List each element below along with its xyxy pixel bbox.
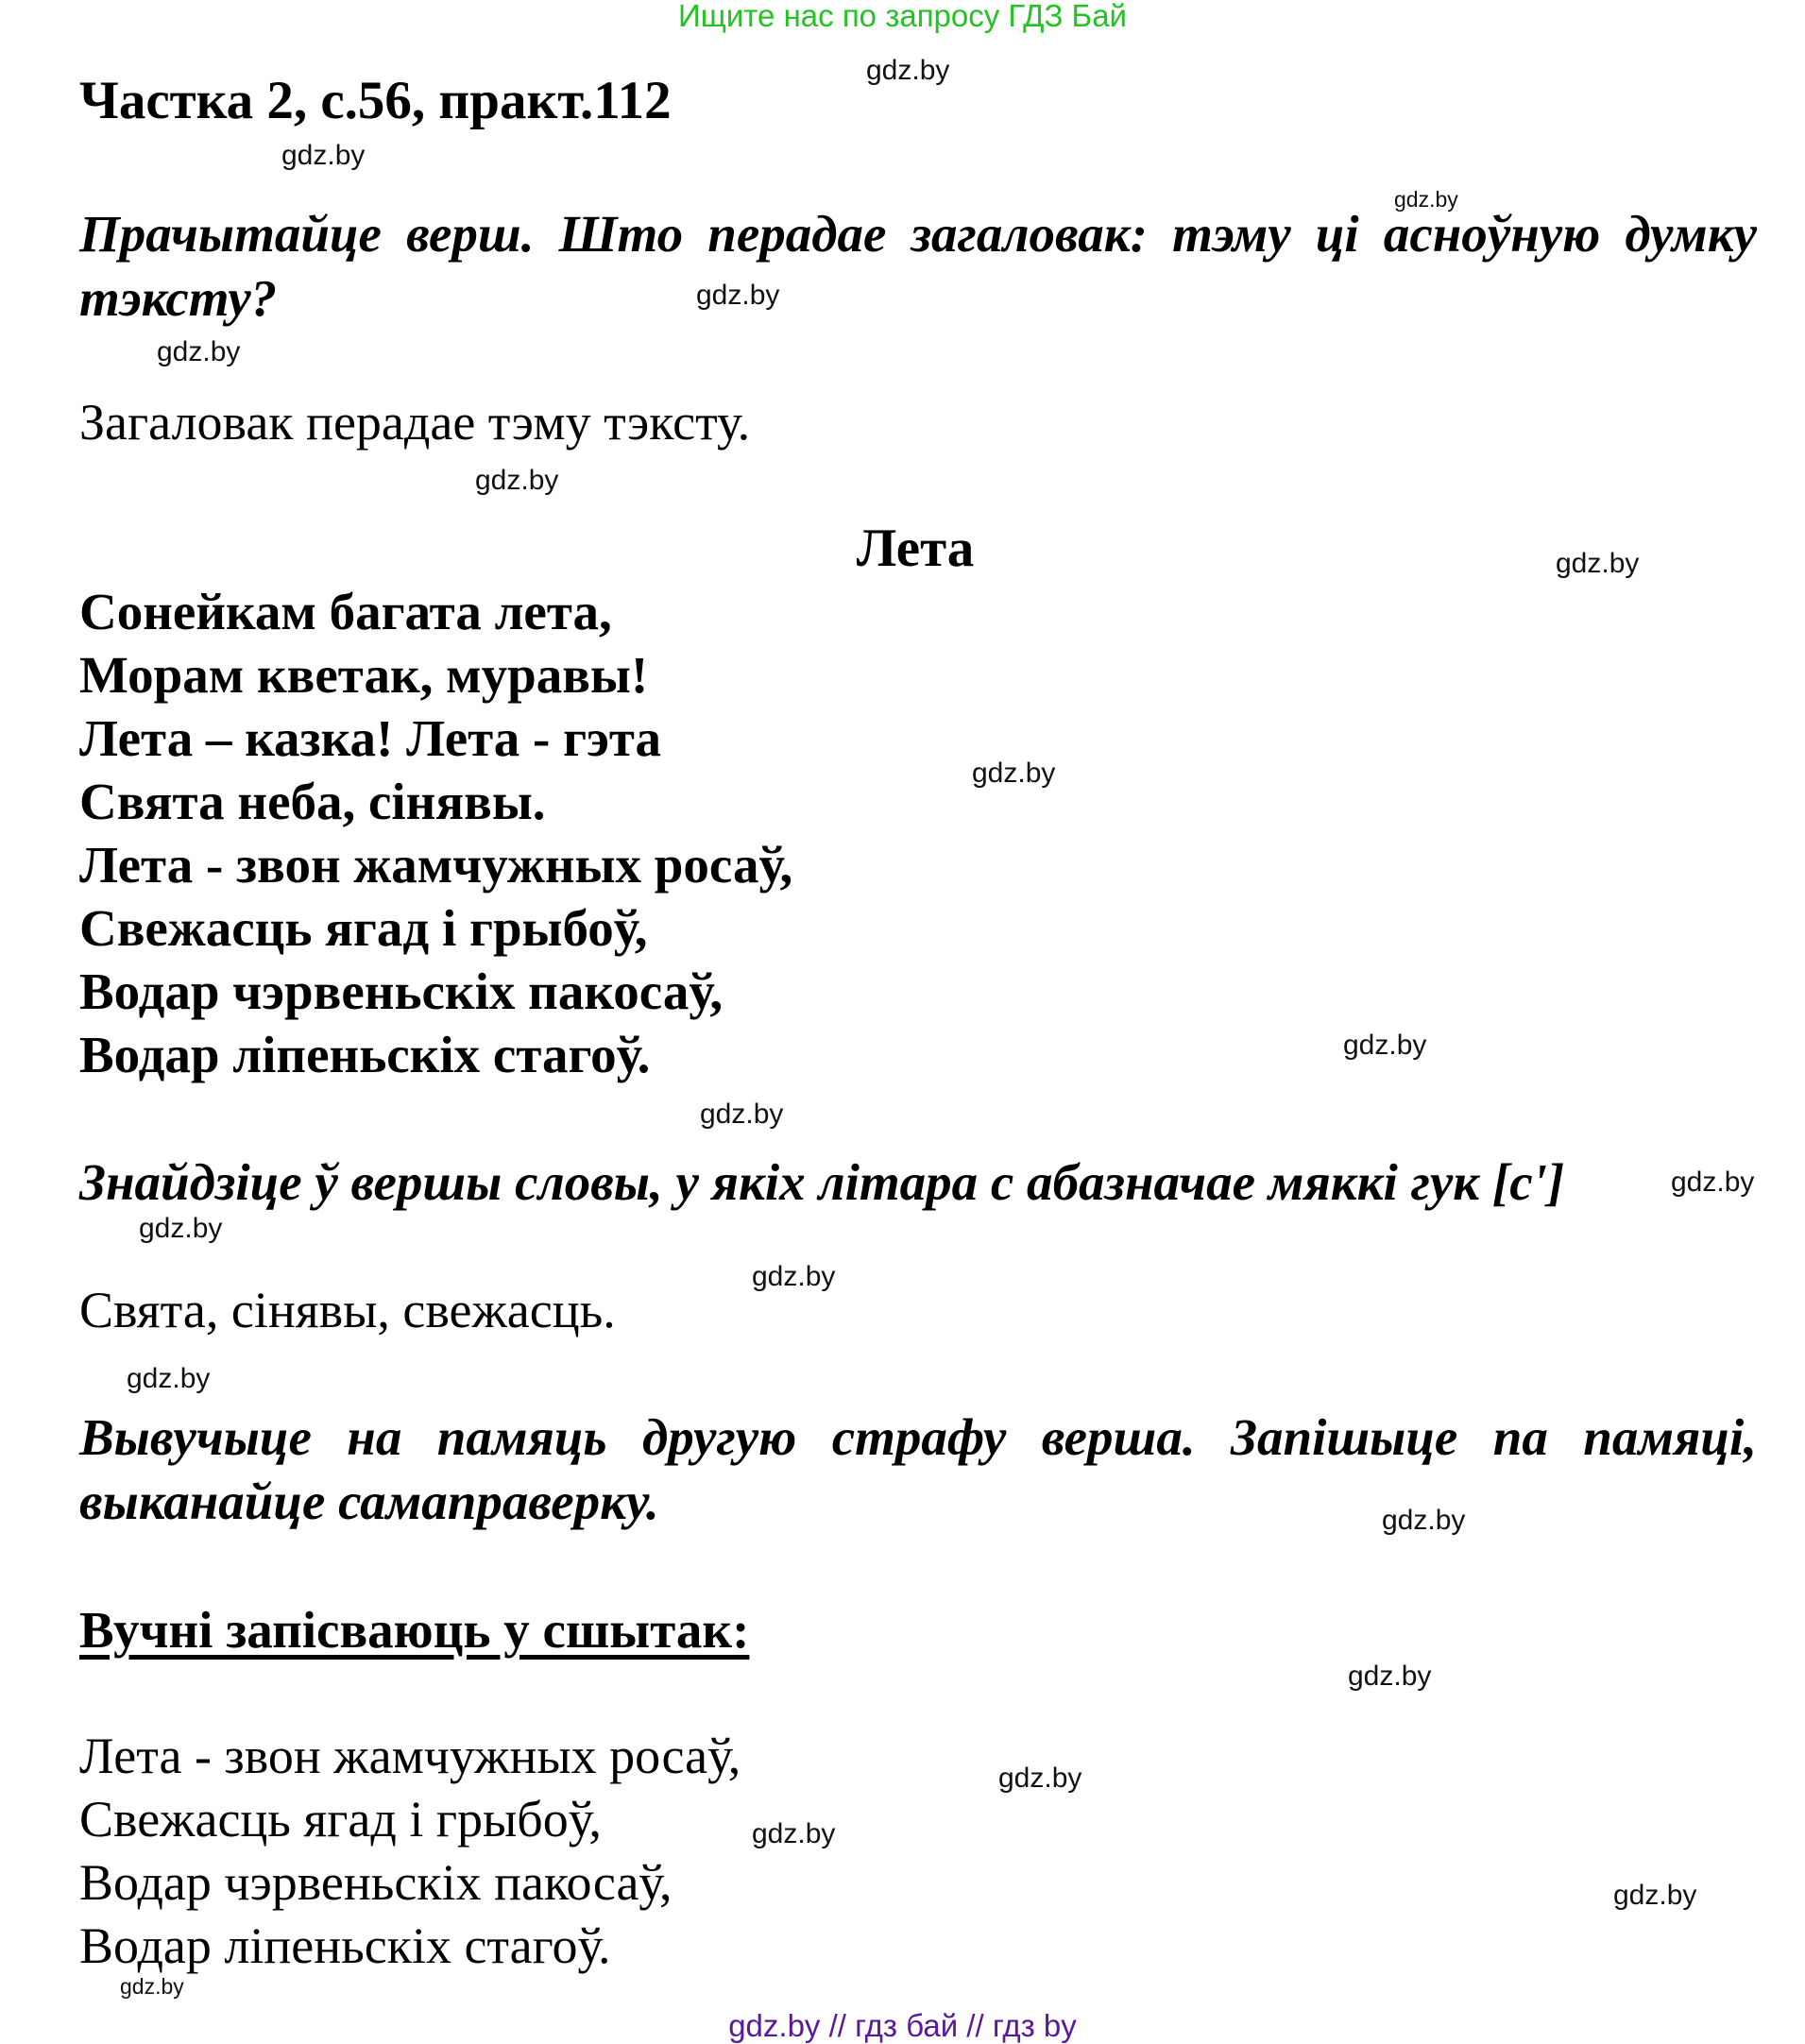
notebook-heading: Вучні запісваюць у сшытак: [79, 1601, 750, 1659]
poem-line: Лета – казка! Лета - гэта [79, 709, 662, 767]
task3-question-line-1: Вывучыце на памяць другую страфу верша. Запішыце па памяці, [79, 1408, 1757, 1466]
watermark: gdz.by [1394, 187, 1458, 212]
watermark: gdz.by [1556, 548, 1640, 579]
task3-question-line-2: выканайце самаправерку. [79, 1473, 659, 1530]
poem-line: Морам кветак, муравы! [79, 646, 649, 704]
poem-line: Водар чэрвеньскіх пакосаў, [79, 962, 724, 1020]
poem-line: Водар ліпеньскіх стагоў. [79, 1026, 651, 1083]
watermark: gdz.by [1671, 1167, 1755, 1198]
notebook-line: Водар ліпеньскіх стагоў. [79, 1917, 611, 1974]
task1-question-line-1: Прачытайце верш. Што перадае загаловак: тэму ці асноўную думку [79, 205, 1757, 263]
watermark: gdz.by [866, 55, 950, 86]
notebook-line: Свежасць ягад і грыбоў, [79, 1791, 602, 1848]
task1-question-line-2: тэксту? [79, 269, 278, 327]
poem-line: Лета - звон жамчужных росаў, [79, 836, 793, 894]
notebook-line: Лета - звон жамчужных росаў, [79, 1728, 741, 1784]
notebook-line: Водар чэрвеньскіх пакосаў, [79, 1854, 673, 1911]
search-banner: Ищите нас по запросу ГДЗ Бай [678, 0, 1127, 33]
watermark: gdz.by [972, 758, 1056, 789]
watermark: gdz.by [1613, 1880, 1697, 1911]
watermark: gdz.by [752, 1818, 836, 1849]
task2-question: Знайдзіце ў вершы словы, у якіх літара с абазначае мяккі гук [с'] [79, 1153, 1565, 1211]
watermark: gdz.by [1382, 1505, 1466, 1536]
poem-title: Лета [856, 519, 975, 578]
watermark: gdz.by [752, 1261, 836, 1292]
watermark: gdz.by [157, 336, 241, 367]
task1-answer: Загаловак перадае тэму тэксту. [79, 394, 751, 451]
footer-links: gdz.by // гдз бай // гдз by [728, 2008, 1077, 2043]
watermark: gdz.by [998, 1763, 1082, 1794]
watermark: gdz.by [696, 280, 780, 311]
watermark: gdz.by [700, 1099, 784, 1130]
watermark: gdz.by [475, 465, 559, 496]
poem-line: Свята неба, сінявы. [79, 773, 546, 830]
poem-line: Свежасць ягад і грыбоў, [79, 899, 648, 957]
watermark: gdz.by [120, 1974, 184, 1999]
watermark: gdz.by [127, 1363, 211, 1394]
watermark: gdz.by [1348, 1661, 1432, 1692]
watermark: gdz.by [281, 140, 366, 171]
poem-line: Сонейкам багата лета, [79, 583, 612, 640]
task2-answer: Свята, сінявы, свежасць. [79, 1282, 616, 1338]
watermark: gdz.by [1343, 1030, 1427, 1061]
page-title: Частка 2, с.56, практ.112 [79, 71, 672, 130]
watermark: gdz.by [139, 1213, 223, 1244]
